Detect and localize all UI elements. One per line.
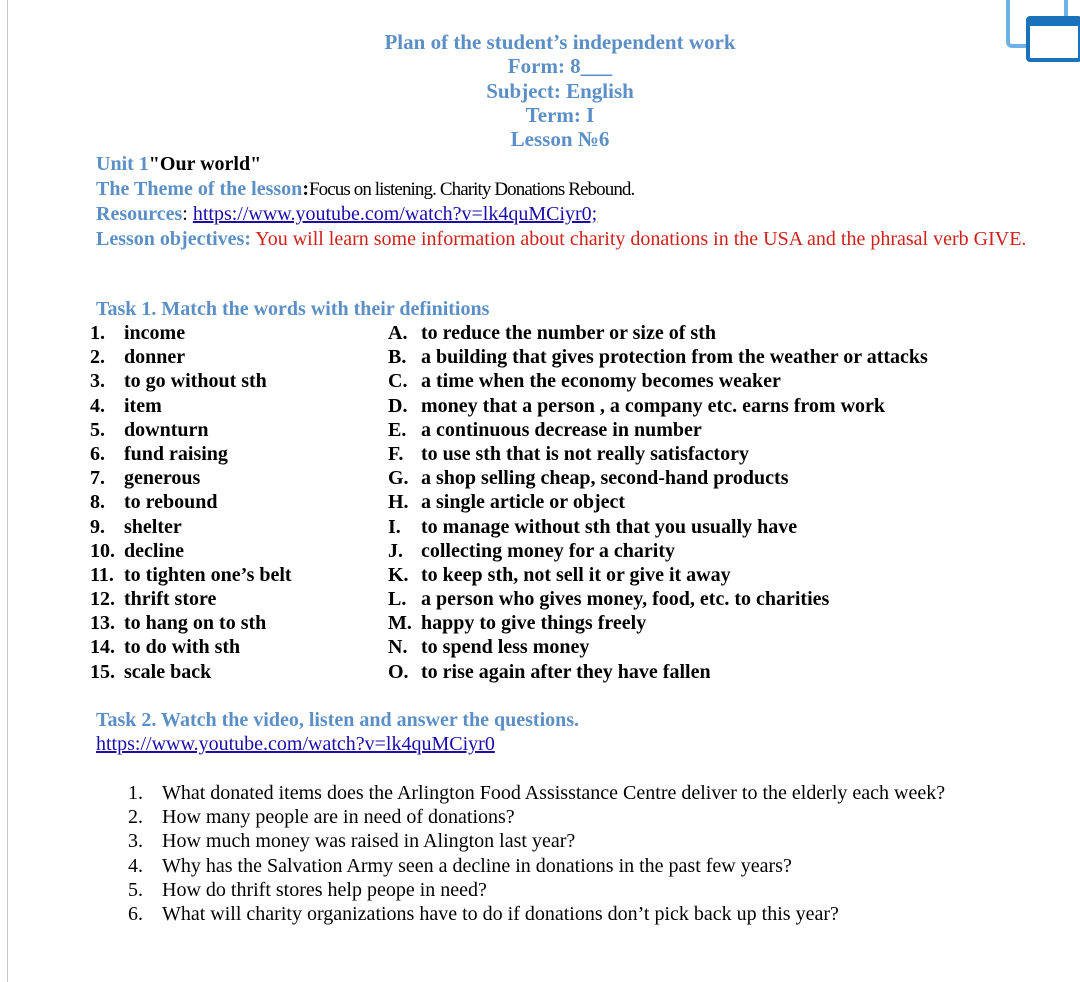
theme-text: Focus on listening. Charity Donations Rebound.	[308, 178, 635, 200]
plan-title: Plan of the student’s independent work	[384, 30, 736, 54]
word-item: 15. scale back	[90, 660, 212, 683]
word-item: 9. shelter	[90, 515, 182, 538]
word-item: 11. to tighten one’s belt	[90, 563, 292, 586]
objectives-text: You will learn some information about charity donations in the USA and the phrasal verb GIVE.	[255, 227, 1027, 250]
definition-item: G. a shop selling cheap, second-hand products	[388, 467, 789, 490]
theme-label: The Theme of the lesson	[96, 177, 303, 200]
word-item: 3. to go without sth	[90, 370, 267, 393]
definition-item: O. to rise again after they have fallen	[388, 660, 711, 683]
theme-line	[96, 177, 1031, 203]
question-item: 4. Why has the Salvation Army seen a decline in donations in the past few years?	[128, 854, 792, 877]
question-item: 6. What will charity organizations have to do if donations don’t pick back up this year?	[128, 902, 839, 925]
question-item: 5. How do thrift stores help peope in need?	[128, 878, 487, 901]
unit-label: Unit 1	[96, 153, 149, 175]
resources-colon: :	[182, 203, 193, 225]
word-item: 12. thrift store	[90, 588, 217, 611]
term-line: Term: I	[525, 102, 595, 127]
word-item: 2. donner	[90, 346, 186, 369]
definition-item: N. to spend less money	[388, 636, 590, 659]
lesson-line: Lesson №6	[510, 127, 610, 152]
word-item: 13. to hang on to sth	[90, 612, 267, 635]
word-item: 14. to do with sth	[90, 636, 241, 659]
definition-item: A. to reduce the number or size of sth	[388, 322, 716, 344]
definition-item: I. to manage without sth that you usually have	[388, 515, 798, 538]
question-item: 1. What donated items does the Arlington Food Assisstance Centre deliver to the elderly each week?	[128, 782, 946, 804]
definition-item: C. a time when the economy becomes weaker	[388, 370, 781, 393]
lesson-info	[96, 152, 1031, 251]
question-item: 3. How much money was raised in Alington last year?	[128, 830, 576, 853]
form-line: Form: 8___	[507, 54, 613, 79]
word-item: 10. decline	[90, 539, 184, 562]
document-header	[0, 30, 1080, 151]
resources-label: Resources	[96, 203, 183, 225]
task2-video-link[interactable]: https://www.youtube.com/watch?v=lk4quMCiyr0	[96, 733, 495, 755]
objectives-line	[96, 227, 1031, 252]
definition-item: B. a building that gives protection from the weather or attacks	[388, 346, 928, 369]
objectives-label: Lesson objectives:	[96, 227, 251, 250]
resources-link[interactable]: https://www.youtube.com/watch?v=lk4quMCiyr0;	[192, 203, 598, 225]
question-item: 2. How many people are in need of donations?	[128, 806, 515, 829]
definition-item: J. collecting money for a charity	[388, 539, 676, 562]
definition-item: H. a single article or object	[388, 491, 626, 514]
resources-line	[96, 202, 1031, 227]
word-item: 6. fund raising	[90, 442, 228, 465]
definition-item: D. money that a person , a company etc. earns from work	[388, 394, 886, 417]
word-item: 7. generous	[90, 467, 201, 490]
definition-item: E. a continuous decrease in number	[388, 418, 702, 441]
definition-item: F. to use sth that is not really satisfactory	[388, 442, 749, 465]
task2-title: Task 2. Watch the video, listen and answer the questions.	[96, 709, 580, 731]
unit-line	[96, 152, 1031, 177]
subject-line: Subject: English	[486, 78, 634, 103]
unit-name: "Our world"	[148, 153, 262, 175]
theme-colon: :	[302, 177, 309, 200]
task2-question-list	[128, 781, 945, 926]
definition-item: L. a person who gives money, food, etc. to charities	[388, 588, 830, 611]
word-item: 4. item	[90, 394, 162, 417]
task1-title: Task 1. Match the words with their definitions	[96, 298, 490, 320]
word-item: 5. downturn	[90, 418, 209, 441]
task1-word-list	[90, 321, 292, 684]
task1-definition-list	[388, 321, 928, 684]
definition-item: K. to keep sth, not sell it or give it away	[388, 563, 731, 586]
definition-item: M. happy to give things freely	[388, 612, 647, 635]
word-item: 1. income	[90, 322, 186, 344]
word-item: 8. to rebound	[90, 491, 218, 514]
